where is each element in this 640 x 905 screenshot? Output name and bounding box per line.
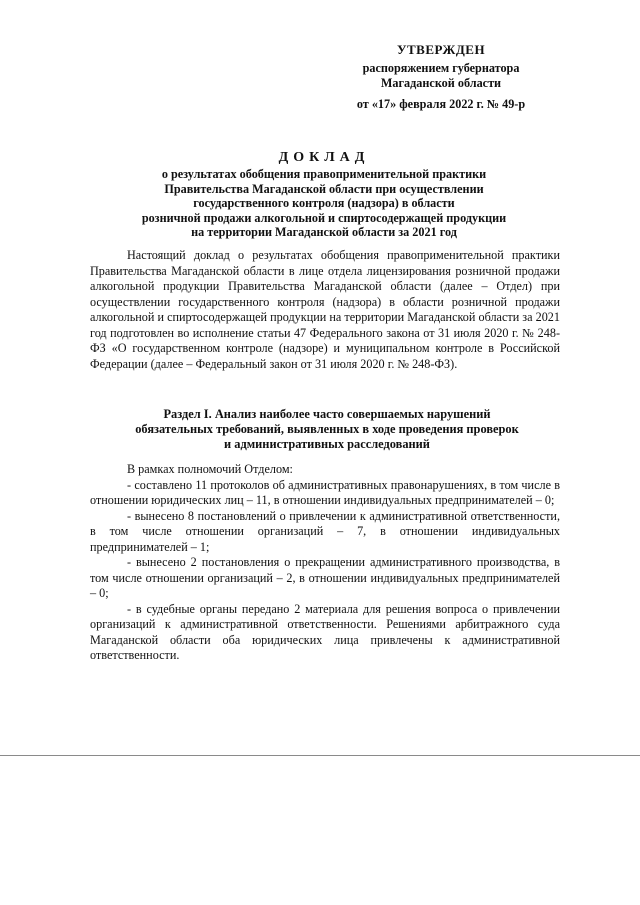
section-1-body [90, 462, 560, 664]
approval-stamp [336, 42, 546, 112]
section-1-title [96, 407, 558, 452]
report-subtitle-line: на территории Магаданской области за 2021 год [191, 225, 457, 240]
page-bottom-rule [0, 755, 640, 756]
intro-paragraph: Настоящий доклад о результатах обобщения правоприменительной практики Правительства Магаданской области в лице отдела лицензирования розничной продажи алкогольной продукции Правительства Магаданской области (далее – Отдел) при осуществлении государственного контроля (надзора) в области розничной продажи алкогольной и спиртосодержащей продукции на территории Магаданской области за 2021 год подготовлен во исполнение статьи 47 Федерального закона от 31 июля 2020 г. № 248-ФЗ «О государственном контроле (надзоре) и муниципальном контроле в Российской Федерации (далее – Федеральный закон от 31 июля 2020 г. № 248-ФЗ). [90, 248, 560, 371]
approval-line-2: Магаданской области [380, 76, 502, 90]
report-subtitle-line: Правительства Магаданской области при осуществлении [164, 181, 484, 196]
list-item: - вынесено 8 постановлений о привлечении к административной ответственности, в том числе отношении организаций – 7, в отношении индивидуальных предпринимателей – 1; [90, 508, 560, 554]
section-title-line: и административных расследований [224, 437, 430, 451]
section-title-line: Раздел I. Анализ наиболее часто совершаемых нарушений [163, 407, 491, 421]
approval-title: УТВЕРЖДЕН [396, 42, 486, 57]
report-subtitle-line: о результатах обобщения правоприменительной практики [161, 167, 487, 181]
list-item: - вынесено 2 постановления о прекращении административного производства, в том числе отношении организаций – 2, в отношении индивидуальных предпринимателей – 0; [90, 555, 560, 600]
report-heading: ДОКЛАД [278, 150, 370, 165]
list-item: - составлено 11 протоколов об административных правонарушениях, в том числе в отношении юридических лиц – 11, в отношении индивидуальных предпринимателей – 0; [90, 477, 560, 507]
section-lead: В рамках полномочий Отделом: [127, 462, 293, 476]
report-subtitle-line: государственного контроля (надзора) в области [193, 196, 455, 211]
report-title-block [98, 150, 550, 240]
approval-line-1: распоряжением губернатора [362, 61, 520, 75]
intro-section [90, 248, 560, 372]
section-title-line: обязательных требований, выявленных в ходе проведения проверок [135, 422, 519, 436]
approval-date: от «17» февраля 2022 г. № 49-р [356, 97, 526, 111]
list-item: - в судебные органы передано 2 материала для решения вопроса о привлечении организаций к административной ответственности. Решениями арбитражного суда Магаданской области оба юридических лица привлечены к административной ответственности. [90, 601, 560, 662]
report-subtitle-line: розничной продажи алкогольной и спиртосодержащей продукции [141, 210, 507, 225]
